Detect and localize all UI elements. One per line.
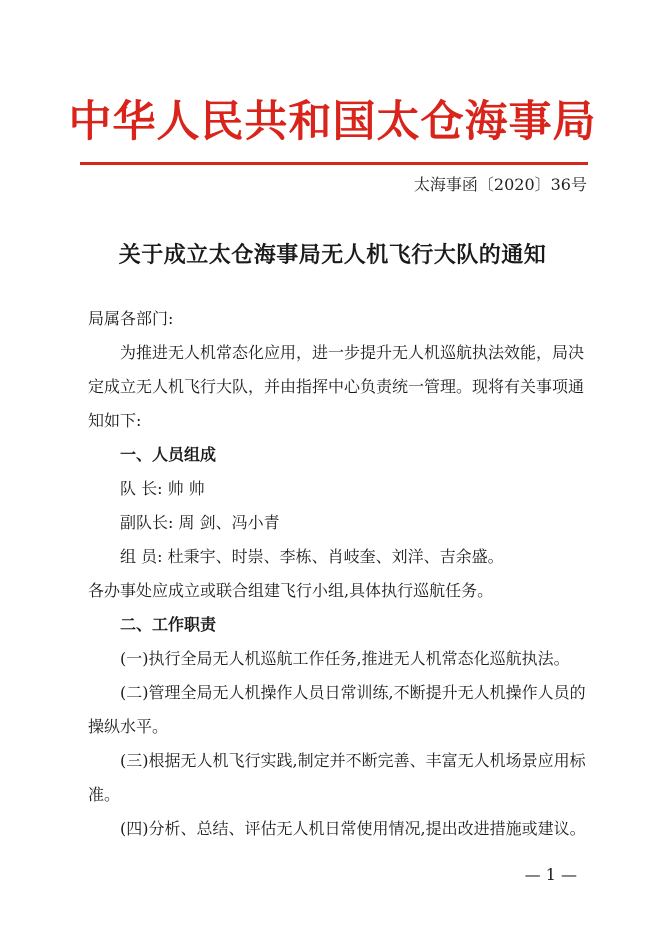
salutation: 局属各部门: [88,309,174,328]
duty-item: (一)执行全局无人机巡航工作任务,推进无人机常态化巡航执法。 [120,649,570,668]
page-number: — 1 — [524,865,577,884]
members-line: 组 员: 杜秉宇、时崇、李栋、肖岐奎、刘洋、吉余盛。 [120,547,504,566]
section-heading-duties: 二、工作职责 [120,615,217,634]
duty-item: (二)管理全局无人机操作人员日常训练,不断提升无人机操作人员的操纵水平。 [88,683,586,736]
captain-line: 队 长: 帅 帅 [120,479,205,498]
masthead-title: 中华人民共和国太仓海事局 [68,97,597,147]
section-heading-personnel: 一、人员组成 [120,445,217,464]
office-note-line: 各办事处应成立或联合组建飞行小组,具体执行巡航任务。 [88,581,494,600]
document-number: 太海事函〔2020〕36号 [413,175,587,194]
notice-title: 关于成立太仓海事局无人机飞行大队的通知 [118,242,547,268]
vice-captain-line: 副队长: 周 剑、冯小青 [120,513,280,532]
red-divider-line [80,162,588,165]
document-body [88,302,588,846]
intro-paragraph: 为推进无人机常态化应用，进一步提升无人机巡航执法效能，局决定成立无人机飞行大队，并由指挥中心负责统一管理。现将有关事项通知如下: [88,343,585,430]
duty-item: (三)根据无人机飞行实践,制定并不断完善、丰富无人机场景应用标准。 [88,751,586,804]
duty-item: (四)分析、总结、评估无人机日常使用情况,提出改进措施或建议。 [120,819,586,838]
